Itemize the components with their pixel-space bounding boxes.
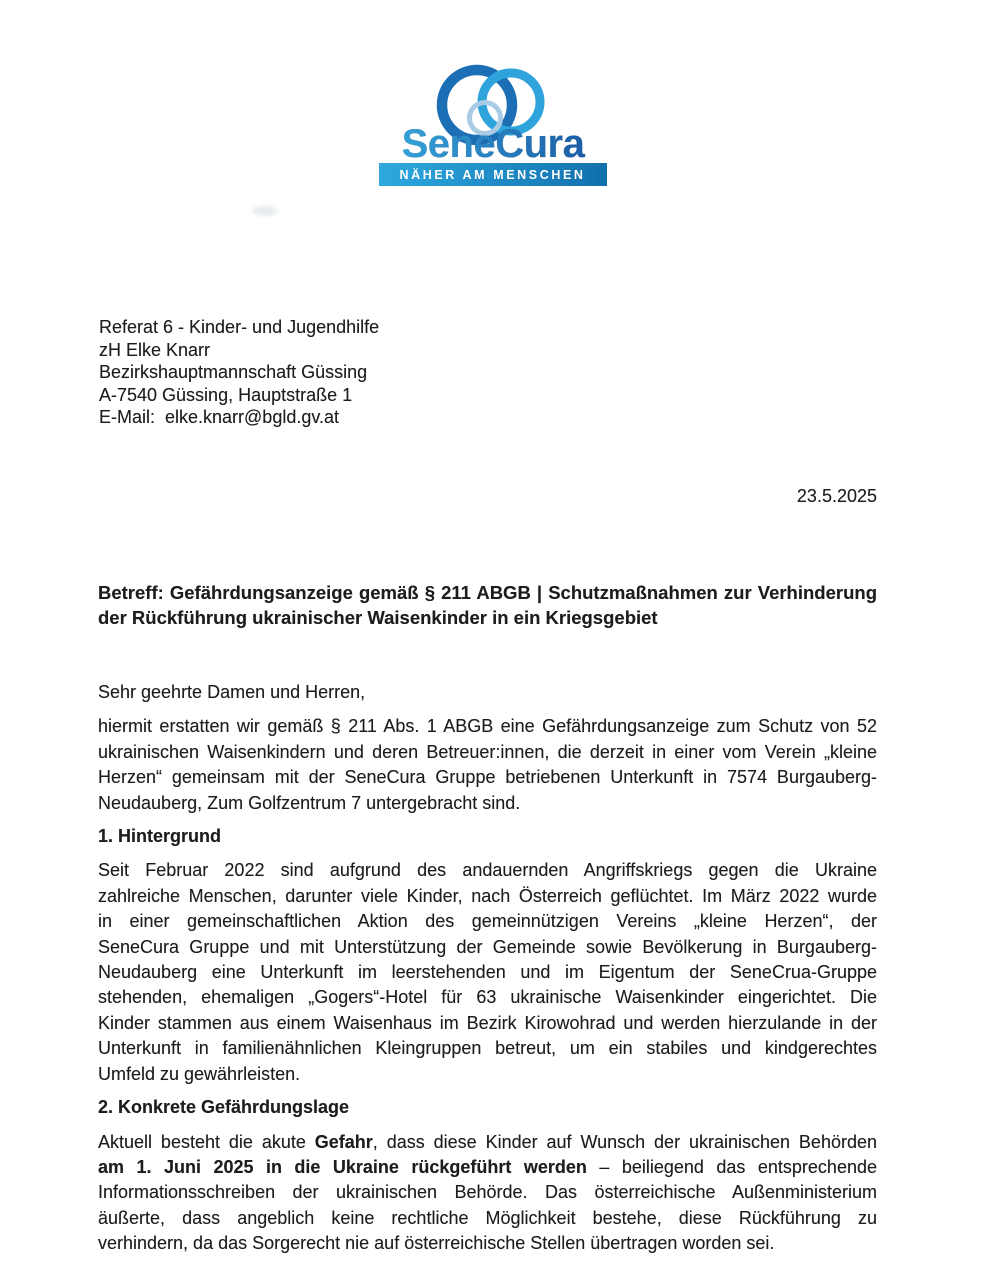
body-paragraph (98, 714, 877, 816)
text-line: Seit Februar 2022 sind aufgrund des andauernden Angriffskriegs gegen die Ukraine (98, 860, 877, 881)
text-line: hiermit erstatten wir gemäß § 211 Abs. 1 ABGB eine Gefährdungsanzeige zum Schutz von 52 (98, 716, 877, 737)
text-line: verhindern, da das Sorgerecht nie auf österreichische Stellen übertragen worden sei. (98, 1233, 775, 1254)
recipient-line: E-Mail: elke.knarr@bgld.gv.at (99, 407, 340, 427)
text-line: äußerte, dass angeblich keine rechtliche Möglichkeit bestehe, diese Rückführung zu (98, 1207, 877, 1228)
text-line: Aktuell besteht die akute Gefahr, dass diese Kinder auf Wunsch der ukrainischen Behörden (98, 1131, 877, 1152)
body-paragraph (98, 1130, 877, 1257)
subject-line: der Rückführung ukrainischer Waisenkinder in ein Kriegsgebiet (98, 607, 658, 628)
recipient-line: A-7540 Güssing, Hauptstraße 1 (99, 384, 353, 405)
text-line: Neudauberg eine Unterkunft im leerstehenden und im Eigentum der SeneCrua-Gruppe (98, 962, 877, 983)
scan-smudge (252, 206, 278, 216)
recipient-line: Referat 6 - Kinder- und Jugendhilfe (99, 317, 380, 337)
logo-tagline-banner (379, 163, 607, 186)
subject-line: Betreff: Gefährdungsanzeige gemäß § 211 ABGB | Schutzmaßnahmen zur Verhinderung (98, 582, 877, 603)
text-line: Herzen“ gemeinsam mit der SeneCura Gruppe betriebenen Unterkunft in 7574 Burgauberg- (98, 767, 877, 788)
text-line: stehenden, ehemaligen „Gogers“-Hotel für 63 ukrainische Waisenkinder eingerichtet. Die (98, 987, 877, 1008)
text-line: in einer gemeinschaftlichen Aktion des gemeinnützigen Vereins „kleine Herzen“, der (98, 911, 877, 932)
recipient-line: zH Elke Knarr (99, 339, 211, 360)
subject (98, 580, 877, 630)
section-heading: 2. Konkrete Gefährdungslage (98, 1097, 350, 1118)
date-line (98, 486, 877, 507)
letter-body (98, 680, 877, 1257)
text-line: Sehr geehrte Damen und Herren, (98, 682, 366, 702)
logo-tagline-text: NÄHER AM MENSCHEN (399, 167, 586, 182)
senecura-logo (0, 62, 985, 186)
recipient-line: Bezirkshauptmannschaft Güssing (99, 362, 368, 382)
text-line: SeneCura Gruppe und mit Unterstützung der Gemeinde sowie Bevölkerung in Burgauberg- (98, 936, 877, 957)
text-line: Unterkunft in familienähnlichen Kleingruppen betreut, um ein stabiles und kindgerechtes (98, 1038, 877, 1059)
text-line: Umfeld zu gewährleisten. (98, 1063, 301, 1084)
text-line: zahlreiche Menschen, darunter viele Kinder, nach Österreich geflüchtet. Im März 2022 wurde (98, 885, 877, 906)
body-paragraph (98, 858, 877, 1087)
section-heading: 1. Hintergrund (98, 826, 222, 847)
text-line: am 1. Juni 2025 in die Ukraine rückgeführt werden – beiliegend das entsprechende (98, 1156, 877, 1177)
text-line: Informationsschreiben der ukrainischen Behörde. Das österreichische Außenministerium (98, 1182, 877, 1203)
logo-brand-text: SeneCura (401, 126, 584, 160)
recipient-block (99, 316, 379, 429)
text-line: Neudauberg, Zum Golfzentrum 7 untergebracht sind. (98, 792, 521, 813)
logo-wordmark (373, 126, 613, 160)
date: 23.5.2025 (796, 486, 877, 506)
body-paragraph (98, 680, 877, 705)
text-line: ukrainischen Waisenkindern und deren Betreuer:innen, die derzeit in einer vom Verein „kleine (98, 741, 877, 762)
text-line: Kinder stammen aus einem Waisenhaus im Bezirk Kirowohrad und werden hierzulande in der (98, 1012, 877, 1033)
